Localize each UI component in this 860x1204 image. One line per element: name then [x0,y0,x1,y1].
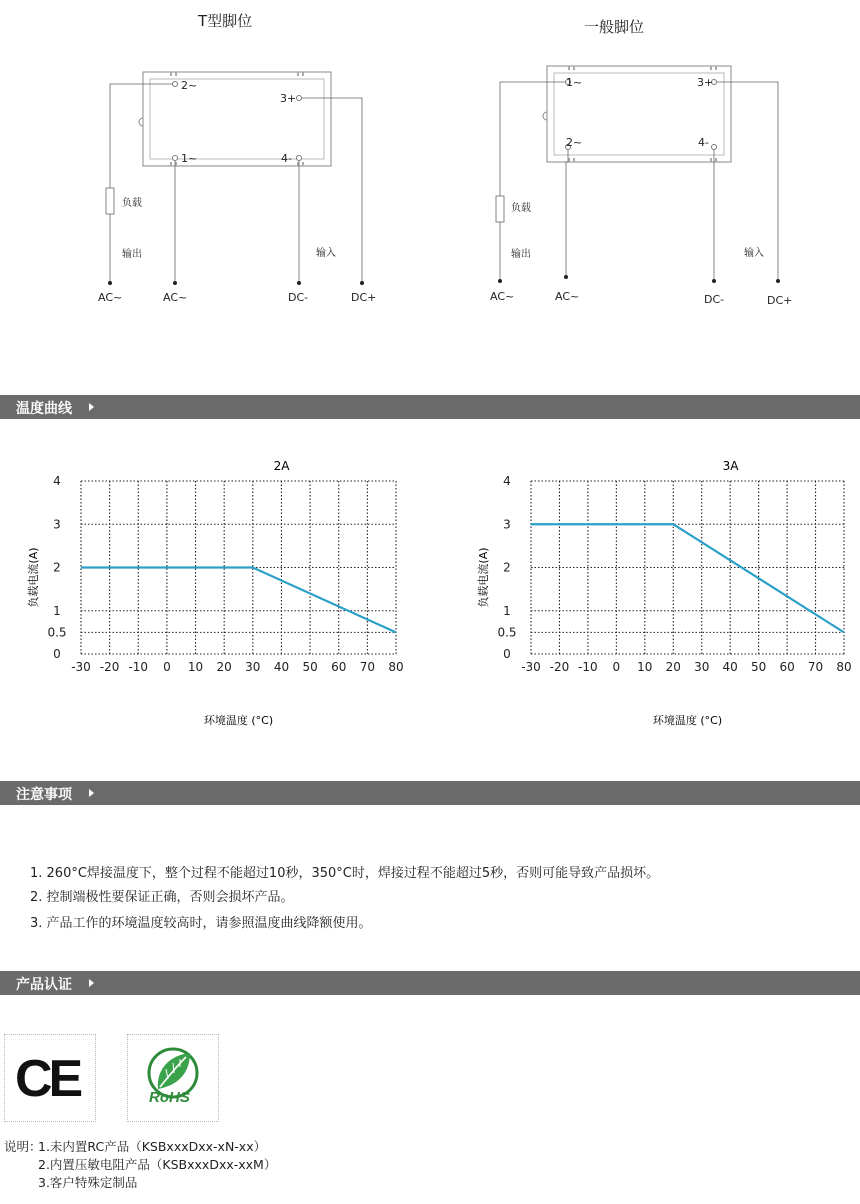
series-line [531,524,844,632]
terminal-label: DC+ [351,291,377,304]
x-tick-label: 40 [722,660,738,674]
pinout-general-drawing [430,0,860,320]
ce-mark-icon: CE [15,1050,80,1108]
output-label: 输出 [122,249,142,260]
x-tick-label: 60 [331,660,347,674]
x-tick-label: -30 [521,660,541,674]
y-tick-label: 4 [53,474,61,488]
terminal-label: AC~ [490,290,515,303]
x-tick-label: 20 [665,660,681,674]
rohs-cert [127,1034,219,1122]
chart-title: 3A [722,459,739,473]
y-tick-label: 0 [503,647,511,661]
derating-chart-3a [430,440,860,740]
y-tick-label: 2 [53,560,61,575]
x-tick-label: -20 [549,660,570,674]
load-label: 负载 [511,203,531,214]
pinout-t-type-title: T型脚位 [198,12,253,30]
x-tick-label: 10 [187,660,204,674]
section-header-notes [0,781,860,805]
x-tick-label: 0 [612,660,621,674]
input-label: 输入 [316,248,336,259]
x-tick-label: -30 [71,660,91,674]
pin-label-2: 2~ [181,79,198,92]
x-tick-label: -10 [128,660,149,674]
y-tick-label: 0.5 [47,625,67,640]
section-header-temp-curve [0,395,860,419]
terminal-label: AC~ [163,291,188,304]
terminal-label: AC~ [555,290,580,303]
y-axis-label: 负载电流(A) [477,547,490,608]
x-tick-label: 40 [273,660,290,674]
y-tick-label: 0 [53,647,61,661]
triangle-right-icon [89,979,94,987]
explanation-prefix: 说明： [4,1139,42,1154]
pin-label-1: 1~ [566,76,583,89]
terminal-label: DC+ [767,294,793,307]
y-tick-label: 0.5 [497,625,517,640]
terminal-label: DC- [288,291,309,304]
x-tick-label: 50 [302,660,318,674]
y-tick-label: 3 [53,517,61,532]
x-tick-label: 80 [836,660,852,674]
terminal-label: DC- [704,293,725,306]
triangle-right-icon [89,789,94,797]
ce-cert [4,1034,96,1122]
triangle-right-icon [89,403,94,411]
x-tick-label: 70 [807,660,824,674]
pinout-general-title: 一般脚位 [584,18,645,36]
note-item: 2. 控制端极性要保证正确，否则会损坏产品。 [30,890,294,905]
section-title: 温度曲线 [16,401,72,417]
chart-title: 2A [273,459,290,473]
section-header-certs [0,971,860,995]
pin-label-4: 4- [281,152,292,165]
explanation-item: 2.内置压敏电阻产品（KSBxxxDxx-xxM） [38,1157,277,1172]
pin-label-1: 1~ [181,152,198,165]
section-title: 产品认证 [16,977,72,993]
pin-label-3: 3+ [280,92,297,105]
x-tick-label: 80 [388,660,404,674]
explanation-item: 1.未内置RC产品（KSBxxxDxx-xN-xx） [38,1139,267,1154]
rohs-leaf-icon [128,1035,218,1121]
y-axis-label: 负载电流(A) [27,547,40,608]
input-label: 输入 [744,248,764,259]
pin-label-4: 4- [698,136,709,149]
pin-label-2: 2~ [566,136,583,149]
derating-chart-2a [0,440,430,740]
x-tick-label: 30 [694,660,710,674]
output-label: 输出 [511,249,531,260]
y-tick-label: 1 [53,603,61,618]
y-tick-label: 2 [503,560,511,575]
terminal-label: AC~ [98,291,123,304]
y-tick-label: 4 [503,474,511,488]
x-axis-label: 环境温度 (°C) [203,714,274,727]
y-tick-label: 1 [503,603,511,618]
y-tick-label: 3 [503,517,511,532]
pinout-t-type-drawing [0,0,430,320]
note-item: 3. 产品工作的环境温度较高时，请参照温度曲线降额使用。 [30,916,372,931]
x-tick-label: 30 [245,660,261,674]
x-tick-label: 0 [163,660,171,674]
x-axis-label: 环境温度 (°C) [652,714,723,727]
note-item: 1. 260°C焊接温度下，整个过程不能超过10秒，350°C时，焊接过程不能超过5秒，否则可能导致产品损坏。 [30,866,660,881]
x-tick-label: 20 [216,660,232,674]
rohs-text: RoHS [149,1089,190,1106]
pin-label-3: 3+ [697,76,714,89]
x-tick-label: 50 [750,660,767,674]
explanation-item: 3.客户特殊定制品 [38,1175,138,1190]
series-line [81,568,396,633]
section-title: 注意事项 [16,787,72,803]
x-tick-label: -10 [578,660,598,674]
load-label: 负载 [122,198,142,209]
x-tick-label: -20 [99,660,120,674]
x-tick-label: 70 [359,660,376,674]
x-tick-label: 60 [779,660,795,674]
x-tick-label: 10 [637,660,653,674]
